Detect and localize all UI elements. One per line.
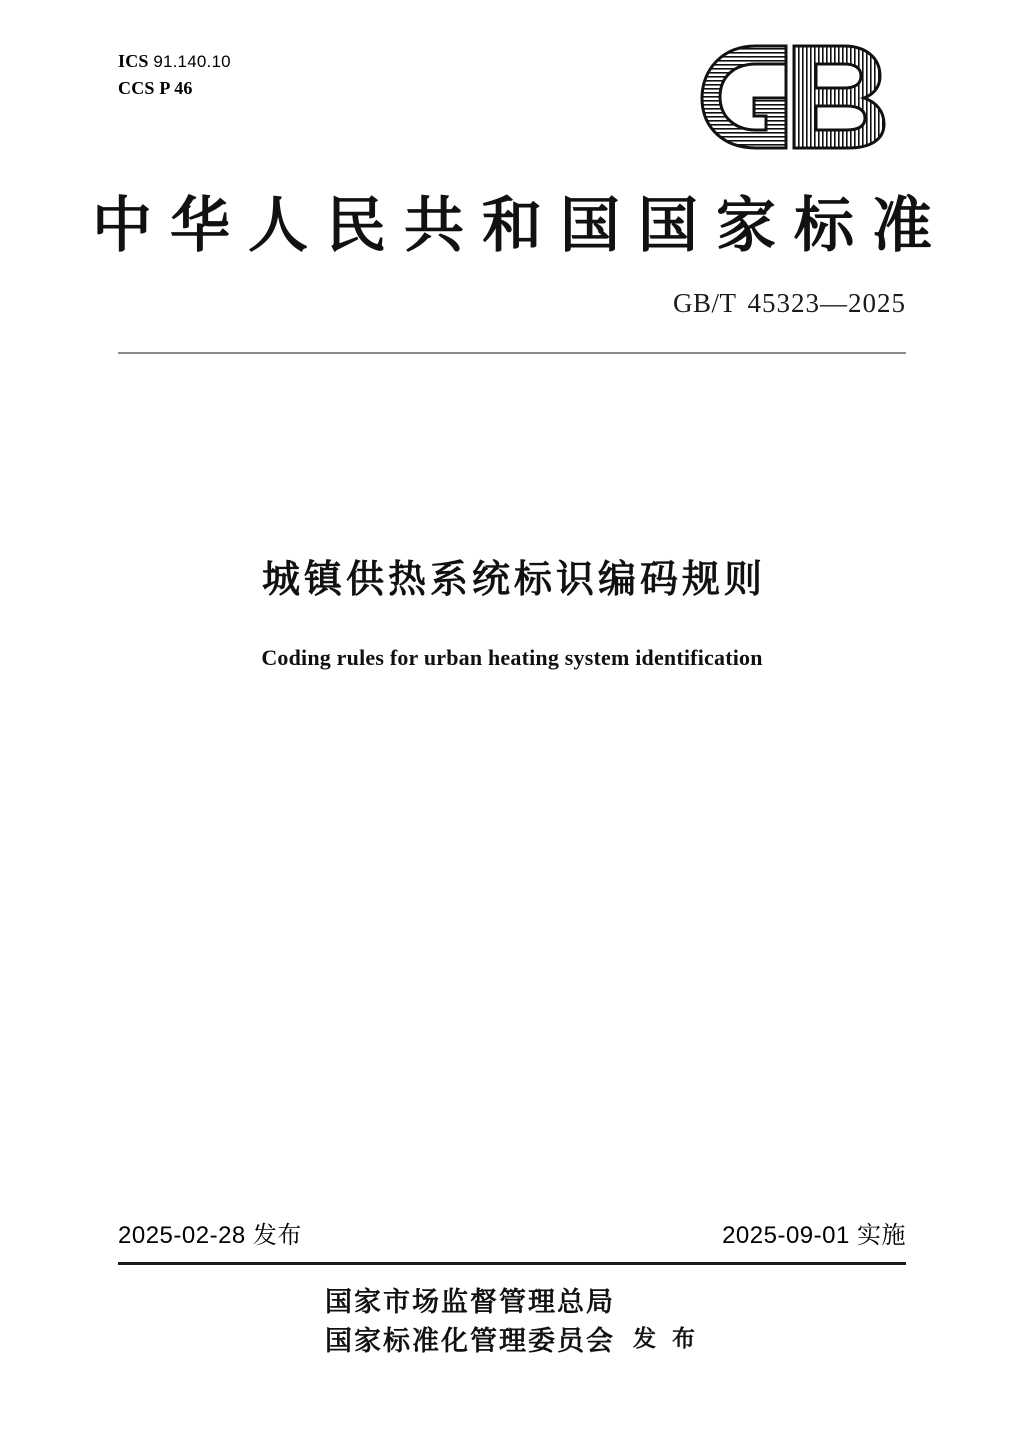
- effective-date: 2025-09-01 实施: [722, 1222, 906, 1249]
- ccs-line: [118, 75, 231, 101]
- standard-number-prefix: GB/T: [672, 288, 737, 318]
- footer-divider: [118, 1262, 906, 1265]
- standard-number-value: 45323—2025: [747, 288, 906, 318]
- publisher-line-1: 国家市场监督管理总局: [324, 1287, 615, 1318]
- publisher-line-2: 国家标准化管理委员会: [324, 1326, 615, 1358]
- ics-line: [118, 48, 231, 75]
- ics-value: 91.140.10: [153, 52, 231, 71]
- document-title-chinese: 城镇供热系统标识编码规则: [261, 556, 766, 601]
- page-title: 中华人民共和国国家标准: [92, 191, 950, 261]
- classification-block: [118, 48, 231, 101]
- ics-label: ICS: [118, 51, 149, 71]
- issue-date: 2025-02-28 发布: [118, 1222, 302, 1249]
- ccs-label: CCS: [118, 77, 155, 98]
- document-title-english: Coding rules for urban heating system identification: [261, 645, 763, 670]
- gb-emblem-icon: [694, 36, 906, 156]
- publisher-names: [325, 1283, 615, 1361]
- publisher-action: 发 布: [632, 1324, 699, 1352]
- header-divider: [118, 352, 906, 354]
- standard-number: [673, 288, 906, 319]
- ccs-value: P 46: [159, 77, 193, 98]
- publisher-block: [0, 1283, 1024, 1361]
